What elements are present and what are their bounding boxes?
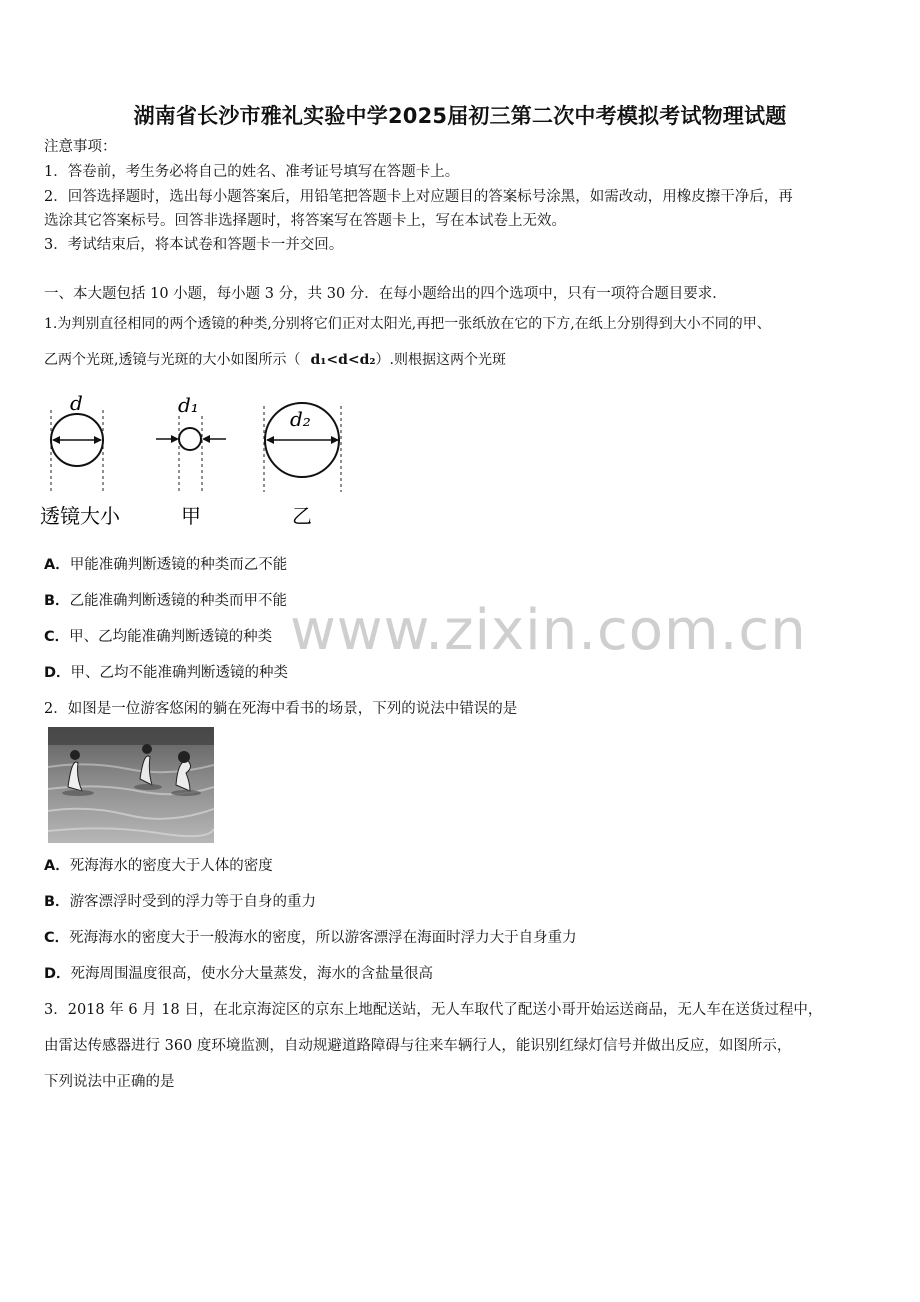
section-heading: 一、本大题包括 10 小题，每小题 3 分，共 30 分．在每小题给出的四个选项中，只有一项符合题目要求． [44,286,727,302]
q2-stem: 2．如图是一位游客悠闲的躺在死海中看书的场景，下列的说法中错误的是 [44,701,518,717]
q1-option-d: D．甲、乙均不能准确判断透镜的种类 [44,665,289,681]
notice-item-2-line-1: 2．回答选择题时，选出每小题答案后，用铅笔把答题卡上对应题目的答案标号涂黑，如需改动，用橡皮擦干净后，再 [44,189,793,205]
q1-inequality: d₁<d<d₂ [310,352,376,368]
spot-yi-diagram [264,403,341,492]
q1-option-c: C．甲、乙均能准确判断透镜的种类 [44,629,273,645]
caption-jia: 甲 [181,504,201,528]
notice-item-1: 1．答卷前，考生务必将自己的姓名、准考证号填写在答题卡上。 [44,164,460,180]
label-d1: d₁ [178,393,199,417]
q3-stem-line-1: 3．2018 年 6 月 18 日，在北京海淀区的京东上地配送站，无人车取代了配送小哥开始运送商品，无人车在送货过程中， [44,1002,823,1018]
spot-jia-diagram [156,393,226,492]
label-d: d [70,391,83,415]
q1-stem-pre: 乙两个光斑,透镜与光斑的大小如图所示（ [44,352,301,368]
label-d2: d₂ [290,407,311,431]
q2-option-a: A．死海海水的密度大于人体的密度 [44,858,273,874]
q2-option-d: D．死海周围温度很高，使水分大量蒸发，海水的含盐量很高 [44,966,434,982]
lens-size-diagram [51,391,103,492]
q1-option-a: A．甲能准确判断透镜的种类而乙不能 [44,557,288,573]
notice-heading: 注意事项： [44,139,117,155]
q1-option-b: B．乙能准确判断透镜的种类而甲不能 [44,593,288,609]
notice-item-3: 3．考试结束后，将本试卷和答题卡一并交回。 [44,237,344,253]
dead-sea-photo [48,727,214,843]
page-title: 湖南省长沙市雅礼实验中学2025届初三第二次中考模拟考试物理试题 [133,104,787,128]
q2-option-b: B．游客漂浮时受到的浮力等于自身的重力 [44,894,317,910]
q3-stem-line-3: 下列说法中正确的是 [44,1074,175,1090]
caption-yi: 乙 [292,504,312,528]
lens-spot-figure [38,388,358,533]
caption-lens-size: 透镜大小 [40,504,120,528]
watermark: www.zixin.com.cn [290,598,807,663]
q1-stem-line-2 [44,350,506,370]
q1-stem-post: ）.则根据这两个光斑 [375,352,506,368]
notice-item-2-line-2: 选涂其它答案标号。回答非选择题时，将答案写在答题卡上，写在本试卷上无效。 [44,213,566,229]
q2-option-c: C．死海海水的密度大于一般海水的密度，所以游客漂浮在海面时浮力大于自身重力 [44,930,577,946]
q1-stem-line-1: 1.为判别直径相同的两个透镜的种类,分别将它们正对太阳光,再把一张纸放在它的下方,在纸上分别得到大小不同的甲、 [44,316,771,332]
q3-stem-line-2: 由雷达传感器进行 360 度环境监测，自动规避道路障碍与往来车辆行人，能识别红绿灯信号并做出反应，如图所示， [44,1038,792,1054]
